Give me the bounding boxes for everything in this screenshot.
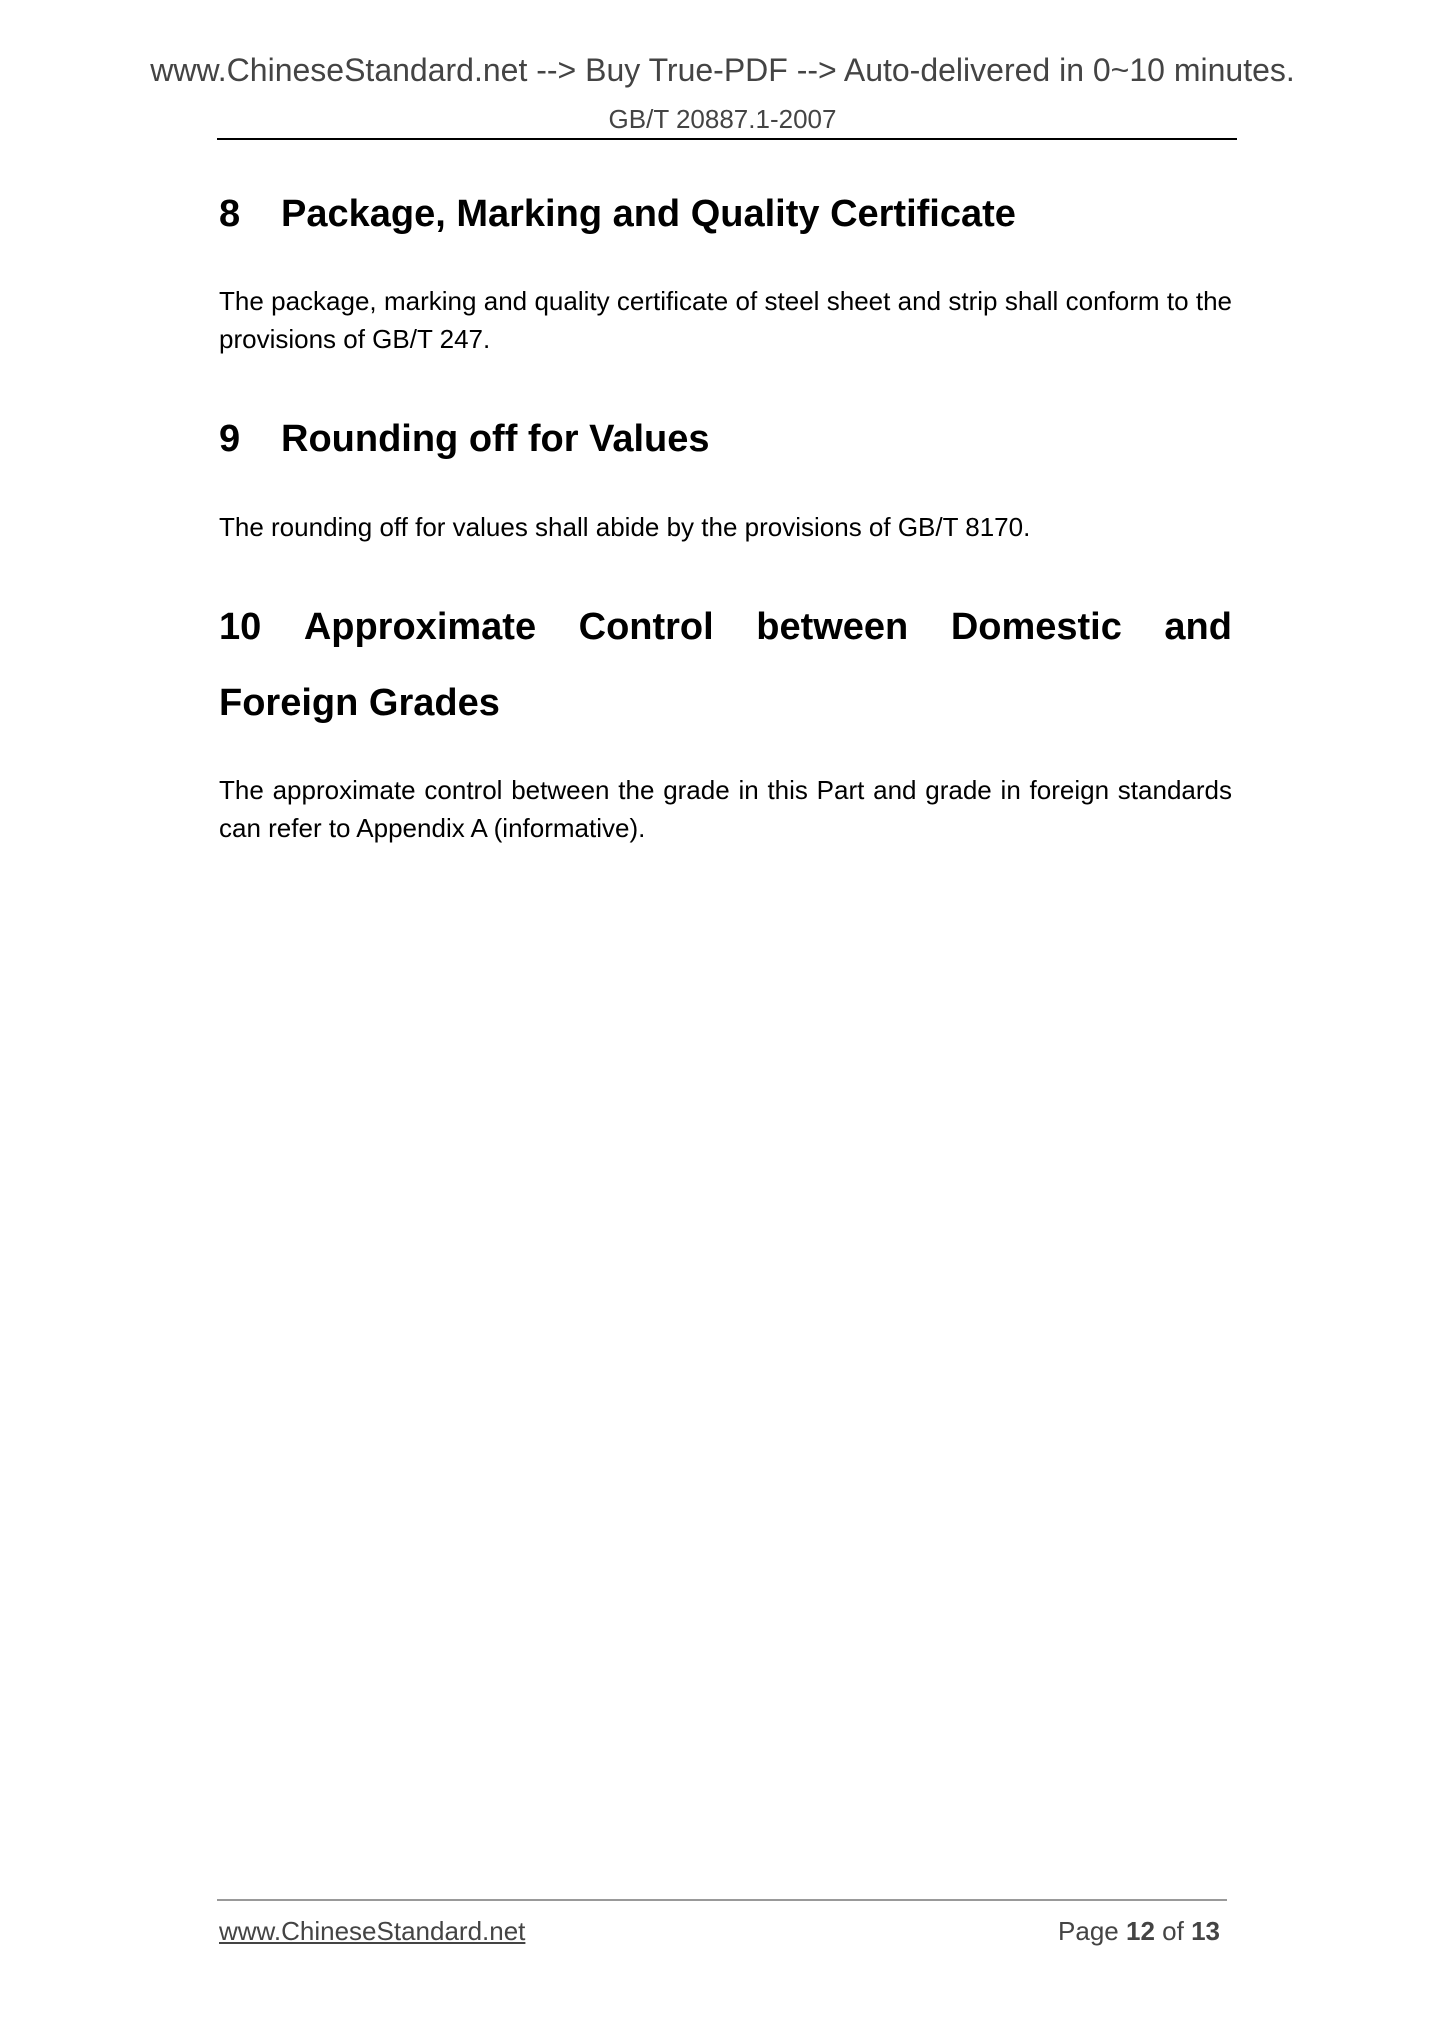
section-8-body: The package, marking and quality certificate of steel sheet and strip shall conform to the provisions of GB/T 247. (219, 286, 1232, 354)
page-number (1058, 1918, 1220, 1944)
page-label: Page (1058, 1916, 1119, 1946)
site-banner: www.ChineseStandard.net --> Buy True-PDF --> Auto-delivered in 0~10 minutes. (150, 52, 1295, 88)
section-title: Package, Marking and Quality Certificate (281, 193, 1016, 235)
section-10-heading (219, 608, 1232, 722)
section-8-heading (219, 195, 1232, 233)
footer-divider (217, 1899, 1227, 1901)
section-number: 8 (219, 193, 241, 235)
section-10-title-line1 (219, 608, 1232, 646)
title-word: and (1164, 606, 1232, 648)
title-word: Approximate (303, 606, 537, 648)
section-9-heading (219, 420, 1232, 458)
standard-number: GB/T 20887.1-2007 (608, 104, 837, 134)
section-title: Rounding off for Values (281, 418, 710, 460)
section-number: 10 (219, 606, 262, 648)
of-label: of (1162, 1916, 1184, 1946)
section-10-body: The approximate control between the grade in this Part and grade in foreign standards can refer to Appendix A (informative). (219, 775, 1232, 843)
title-word: Domestic (950, 606, 1122, 648)
section-10-title-line2: Foreign Grades (219, 682, 500, 724)
header-divider (217, 138, 1237, 140)
title-word: between (756, 606, 909, 648)
footer-site-link[interactable]: www.ChineseStandard.net (219, 1916, 526, 1946)
total-pages: 13 (1191, 1916, 1220, 1946)
title-word: Control (578, 606, 714, 648)
section-number: 9 (219, 418, 241, 460)
current-page: 12 (1126, 1916, 1155, 1946)
section-9-body: The rounding off for values shall abide by the provisions of GB/T 8170. (219, 512, 1031, 542)
